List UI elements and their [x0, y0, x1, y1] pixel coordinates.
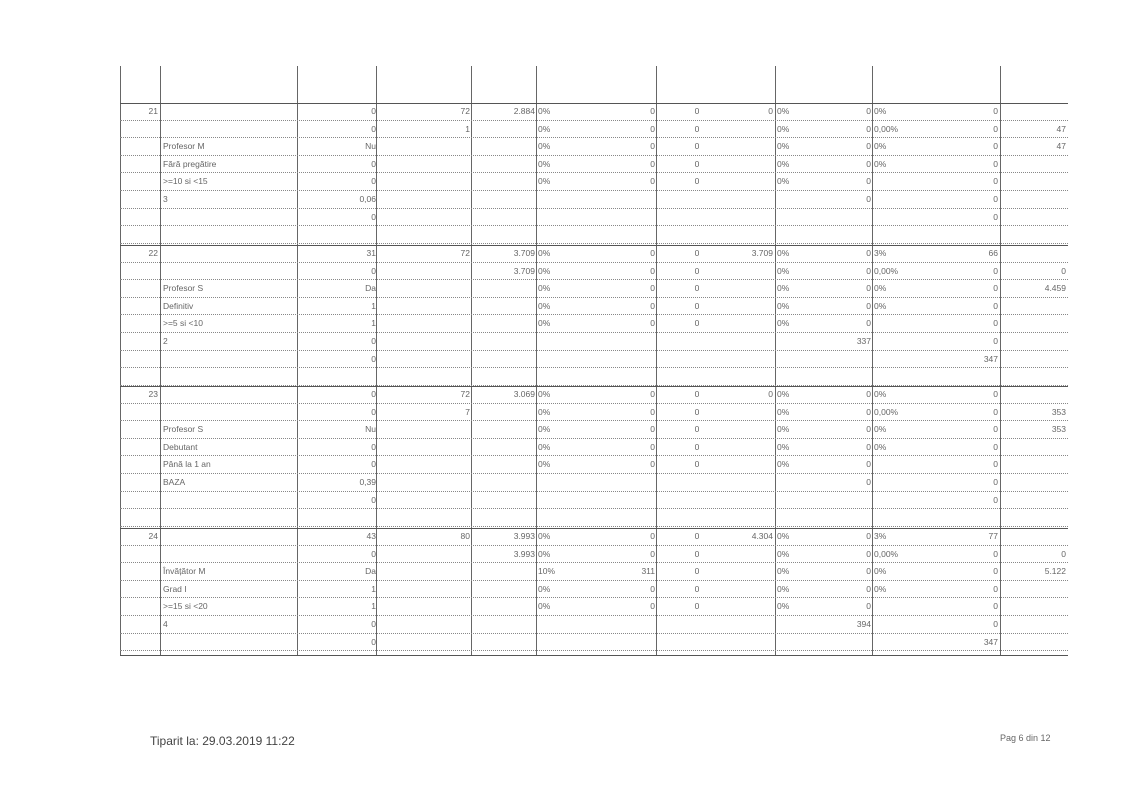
table-cell: 3% [874, 531, 887, 541]
table-cell: 0 [866, 300, 871, 311]
table-cell: 0 [650, 283, 655, 294]
table-cell: 0% [777, 158, 790, 169]
table-cell: 0 [694, 123, 700, 134]
table-cell: Da [365, 283, 376, 294]
record-separator [120, 528, 1068, 529]
table-cell: 0% [777, 531, 790, 541]
table-cell: 0 [866, 283, 871, 294]
table-cell: 0 [866, 265, 871, 276]
table-cell: 0% [874, 283, 887, 294]
row-label: Definitiv [163, 300, 194, 311]
row-divider [120, 225, 1068, 226]
table-cell: 3.993 [513, 531, 535, 541]
row-label: Profesor S [163, 424, 204, 435]
table-cell: 0 [371, 548, 376, 559]
table-cell: 0 [866, 389, 871, 399]
table-cell: 0 [650, 176, 655, 187]
row-divider [120, 332, 1068, 333]
row-divider [120, 208, 1068, 209]
table-cell: 0 [371, 353, 376, 364]
row-divider [120, 120, 1068, 121]
table-cell: 0% [777, 123, 790, 134]
table-cell: 0,06 [359, 194, 376, 204]
row-divider [120, 243, 1068, 244]
table-cell: 0 [371, 619, 376, 629]
table-cell: 0 [650, 601, 655, 612]
table-cell: Da [365, 566, 376, 577]
table-cell: 72 [460, 106, 470, 116]
table-cell: 0 [371, 123, 376, 134]
table-cell: 0 [866, 318, 871, 329]
table-cell: 0,00% [874, 406, 899, 417]
row-divider [120, 580, 1068, 581]
table-cell: 0 [993, 566, 998, 577]
row-divider [120, 314, 1068, 315]
table-cell: 3.709 [513, 248, 535, 258]
table-cell: 0% [538, 424, 551, 435]
table-cell: 47 [1056, 141, 1066, 152]
table-cell: 347 [983, 353, 998, 364]
table-cell: 0 [866, 548, 871, 559]
row-label: Grad I [163, 583, 187, 594]
table-cell: 0% [538, 176, 551, 187]
table-cell: 337 [856, 336, 871, 346]
table-cell: 0% [538, 441, 551, 452]
row-divider [120, 633, 1068, 634]
table-cell: 0% [777, 106, 790, 116]
table-cell: 0 [694, 248, 700, 258]
table-cell: 1 [371, 583, 376, 594]
row-divider [120, 473, 1068, 474]
table-cell: 0% [777, 566, 790, 577]
table-cell: 2.884 [513, 106, 535, 116]
table-cell: 0 [694, 548, 700, 559]
table-cell: 0 [993, 619, 998, 629]
table-cell: 4.459 [1044, 283, 1066, 294]
row-divider [120, 420, 1068, 421]
table-cell: 80 [460, 531, 470, 541]
table-cell: 0 [993, 283, 998, 294]
table-cell: 0% [777, 248, 790, 258]
table-cell: 0 [694, 441, 700, 452]
table-cell: 0 [993, 459, 998, 470]
row-divider [120, 438, 1068, 439]
table-cell: 353 [1051, 424, 1066, 435]
table-cell: 3.709 [513, 265, 535, 276]
table-cell: 0 [866, 601, 871, 612]
table-cell: 0 [650, 106, 655, 116]
table-cell: 0 [866, 106, 871, 116]
table-cell: 0,00% [874, 548, 899, 559]
table-cell: 0 [866, 441, 871, 452]
table-cell: 1 [465, 123, 470, 134]
table-cell: 5.122 [1044, 566, 1066, 577]
row-label: >=10 si <15 [163, 176, 208, 187]
table-cell: 0% [538, 248, 551, 258]
table-cell: 0 [371, 459, 376, 470]
table-cell: 0 [650, 406, 655, 417]
row-divider [120, 562, 1068, 563]
table-cell: 0% [777, 265, 790, 276]
record-number: 24 [148, 531, 158, 541]
table-cell: 0% [874, 106, 887, 116]
row-divider [120, 155, 1068, 156]
table-cell: 0% [538, 123, 551, 134]
row-divider [120, 455, 1068, 456]
table-cell: 1 [371, 318, 376, 329]
table-cell: 0 [650, 141, 655, 152]
record-separator [120, 245, 1068, 246]
table-cell: 0 [694, 531, 700, 541]
row-divider [120, 137, 1068, 138]
table-cell: 0 [694, 141, 700, 152]
table-cell: 43 [366, 531, 376, 541]
table-cell: 0 [993, 158, 998, 169]
row-label: Până la 1 an [163, 459, 211, 470]
table-cell: 0 [993, 601, 998, 612]
table-cell: 0 [993, 211, 998, 222]
row-label: Profesor S [163, 283, 204, 294]
row-divider [120, 508, 1068, 509]
table-cell: 0 [694, 406, 700, 417]
table-cell: 0 [650, 389, 655, 399]
table-cell: 0 [694, 158, 700, 169]
table-cell: 0 [993, 106, 998, 116]
row-label: 3 [163, 194, 168, 204]
table-cell: 0 [866, 477, 871, 487]
table-cell: 0 [768, 106, 773, 116]
table-cell: 0 [650, 548, 655, 559]
print-timestamp: Tiparit la: 29.03.2019 11:22 [150, 734, 295, 748]
table-cell: 0% [777, 459, 790, 470]
table-cell: 0 [371, 406, 376, 417]
table-cell: 0% [874, 389, 887, 399]
table-cell: 0 [694, 566, 700, 577]
table-cell: 0 [993, 389, 998, 399]
table-cell: 0% [538, 459, 551, 470]
table-cell: 0 [993, 318, 998, 329]
table-cell: 0 [993, 265, 998, 276]
table-cell: 1 [371, 300, 376, 311]
table-cell: 0 [650, 123, 655, 134]
row-divider [120, 367, 1068, 368]
table-cell: 0 [694, 106, 700, 116]
table-cell: 0% [874, 300, 887, 311]
table-cell: 0 [866, 194, 871, 204]
table-cell: 77 [988, 531, 998, 541]
table-cell: 0 [650, 583, 655, 594]
table-cell: 0 [993, 336, 998, 346]
record-separator [120, 386, 1068, 387]
table-cell: 0 [650, 459, 655, 470]
table-cell: 0 [694, 176, 700, 187]
table-cell: 0 [694, 389, 700, 399]
table-cell: 7 [465, 406, 470, 417]
row-label: 4 [163, 619, 168, 629]
table-cell: 0 [694, 424, 700, 435]
table-cell: 0 [371, 176, 376, 187]
table-cell: 0 [650, 300, 655, 311]
table-cell: 0 [993, 441, 998, 452]
table-cell: 0 [993, 176, 998, 187]
table-cell: 3.993 [513, 548, 535, 559]
record-number: 23 [148, 389, 158, 399]
table-cell: 0 [866, 583, 871, 594]
table-cell: 0 [993, 141, 998, 152]
page-number: Pag 6 din 12 [1000, 733, 1051, 743]
table-cell: 0 [993, 494, 998, 505]
table-cell: 0 [371, 265, 376, 276]
table-cell: 0% [777, 424, 790, 435]
table-cell: 0% [777, 318, 790, 329]
row-label: >=5 si <10 [163, 318, 203, 329]
row-divider [120, 526, 1068, 527]
table-cell: 3.709 [751, 248, 773, 258]
table-cell: 0% [538, 106, 551, 116]
row-label: 2 [163, 336, 168, 346]
table-cell: 0 [694, 300, 700, 311]
row-divider [120, 297, 1068, 298]
table-bottom-border [120, 655, 1068, 656]
table-cell: 0 [694, 601, 700, 612]
table-cell: 0% [777, 548, 790, 559]
table-cell: 0% [777, 441, 790, 452]
row-divider [120, 615, 1068, 616]
table-cell: 0% [538, 601, 551, 612]
table-cell: 0 [993, 583, 998, 594]
row-label: Profesor M [163, 141, 205, 152]
row-divider [120, 279, 1068, 280]
table-cell: 0 [694, 265, 700, 276]
table-cell: 0 [371, 441, 376, 452]
table-cell: 0 [866, 141, 871, 152]
row-label: Învățător M [163, 566, 206, 577]
table-cell: 311 [641, 566, 655, 577]
row-label: >=15 si <20 [163, 601, 208, 612]
table-cell: 0% [777, 601, 790, 612]
table-cell: 3.069 [513, 389, 535, 399]
table-cell: 0 [866, 123, 871, 134]
row-label: Debutant [163, 441, 198, 452]
table-cell: 0% [538, 389, 551, 399]
table-cell: 0 [650, 265, 655, 276]
table-cell: 0% [538, 141, 551, 152]
table-cell: 0 [650, 318, 655, 329]
table-cell: 0 [650, 248, 655, 258]
table-cell: 31 [366, 248, 376, 258]
table-cell: 0 [694, 459, 700, 470]
table-cell: 0 [993, 194, 998, 204]
table-cell: 0% [538, 283, 551, 294]
row-divider [120, 597, 1068, 598]
table-cell: 0 [650, 424, 655, 435]
table-cell: 0 [371, 211, 376, 222]
table-cell: 0 [993, 300, 998, 311]
table-cell: 0% [538, 318, 551, 329]
table-cell: 0 [866, 459, 871, 470]
table-cell: 0 [866, 406, 871, 417]
table-cell: 0 [866, 248, 871, 258]
row-divider [120, 545, 1068, 546]
record-number: 22 [148, 248, 158, 258]
table-cell: 0% [874, 141, 887, 152]
row-label: Fără pregătire [163, 158, 217, 169]
table-cell: 347 [983, 636, 998, 647]
table-cell: 0 [371, 494, 376, 505]
table-cell: 0% [777, 300, 790, 311]
table-cell: 0 [371, 636, 376, 647]
table-cell: 0 [866, 424, 871, 435]
table-cell: 0% [874, 566, 887, 577]
table-cell: Nu [365, 424, 376, 435]
table-cell: 0 [768, 389, 773, 399]
table-cell: 0 [866, 158, 871, 169]
row-divider [120, 190, 1068, 191]
record-number: 21 [148, 106, 158, 116]
table-cell: 0 [993, 477, 998, 487]
table-cell: 0 [1061, 265, 1066, 276]
table-cell: 0% [874, 158, 887, 169]
table-cell: Nu [365, 141, 376, 152]
table-cell: 0,00% [874, 265, 899, 276]
table-cell: 0 [694, 318, 700, 329]
table-cell: 1 [371, 601, 376, 612]
table-cell: 0% [874, 424, 887, 435]
table-cell: 66 [988, 248, 998, 258]
table-cell: 0 [866, 566, 871, 577]
table-cell: 394 [856, 619, 871, 629]
table-cell: 0% [777, 283, 790, 294]
table-cell: 0,00% [874, 123, 899, 134]
table-cell: 0,39 [359, 477, 376, 487]
table-cell: 3% [874, 248, 887, 258]
table-cell: 0% [777, 406, 790, 417]
table-cell: 0% [538, 548, 551, 559]
table-cell: 0 [694, 283, 700, 294]
table-cell: 0 [650, 531, 655, 541]
table-cell: 0% [538, 531, 551, 541]
table-cell: 0% [777, 141, 790, 152]
table-cell: 0% [777, 583, 790, 594]
table-cell: 0 [993, 548, 998, 559]
table-cell: 47 [1056, 123, 1066, 134]
table-cell: 0 [993, 424, 998, 435]
table-cell: 0 [993, 406, 998, 417]
table-cell: 0% [538, 300, 551, 311]
table-cell: 0% [538, 583, 551, 594]
row-divider [120, 350, 1068, 351]
record-separator [120, 103, 1068, 104]
row-divider [120, 650, 1068, 651]
row-divider [120, 403, 1068, 404]
table-cell: 72 [460, 389, 470, 399]
table-cell: 0% [538, 406, 551, 417]
table-cell: 0 [650, 158, 655, 169]
table-cell: 0 [1061, 548, 1066, 559]
row-label: BAZA [163, 477, 186, 487]
table-cell: 0 [371, 389, 376, 399]
row-divider [120, 262, 1068, 263]
table-cell: 353 [1051, 406, 1066, 417]
table-cell: 0% [777, 176, 790, 187]
table-cell: 10% [538, 566, 556, 577]
table-cell: 0% [777, 389, 790, 399]
table-cell: 0 [371, 158, 376, 169]
table-cell: 72 [460, 248, 470, 258]
table-cell: 0 [694, 583, 700, 594]
table-cell: 0 [371, 106, 376, 116]
table-cell: 0 [371, 336, 376, 346]
row-divider [120, 172, 1068, 173]
table-cell: 0 [993, 123, 998, 134]
table-cell: 0% [874, 583, 887, 594]
table-cell: 0 [650, 441, 655, 452]
table-cell: 4.304 [751, 531, 773, 541]
table-cell: 0% [538, 265, 551, 276]
table-cell: 0 [866, 176, 871, 187]
table-cell: 0% [874, 441, 887, 452]
row-divider [120, 491, 1068, 492]
table-cell: 0% [538, 158, 551, 169]
table-cell: 0 [866, 531, 871, 541]
